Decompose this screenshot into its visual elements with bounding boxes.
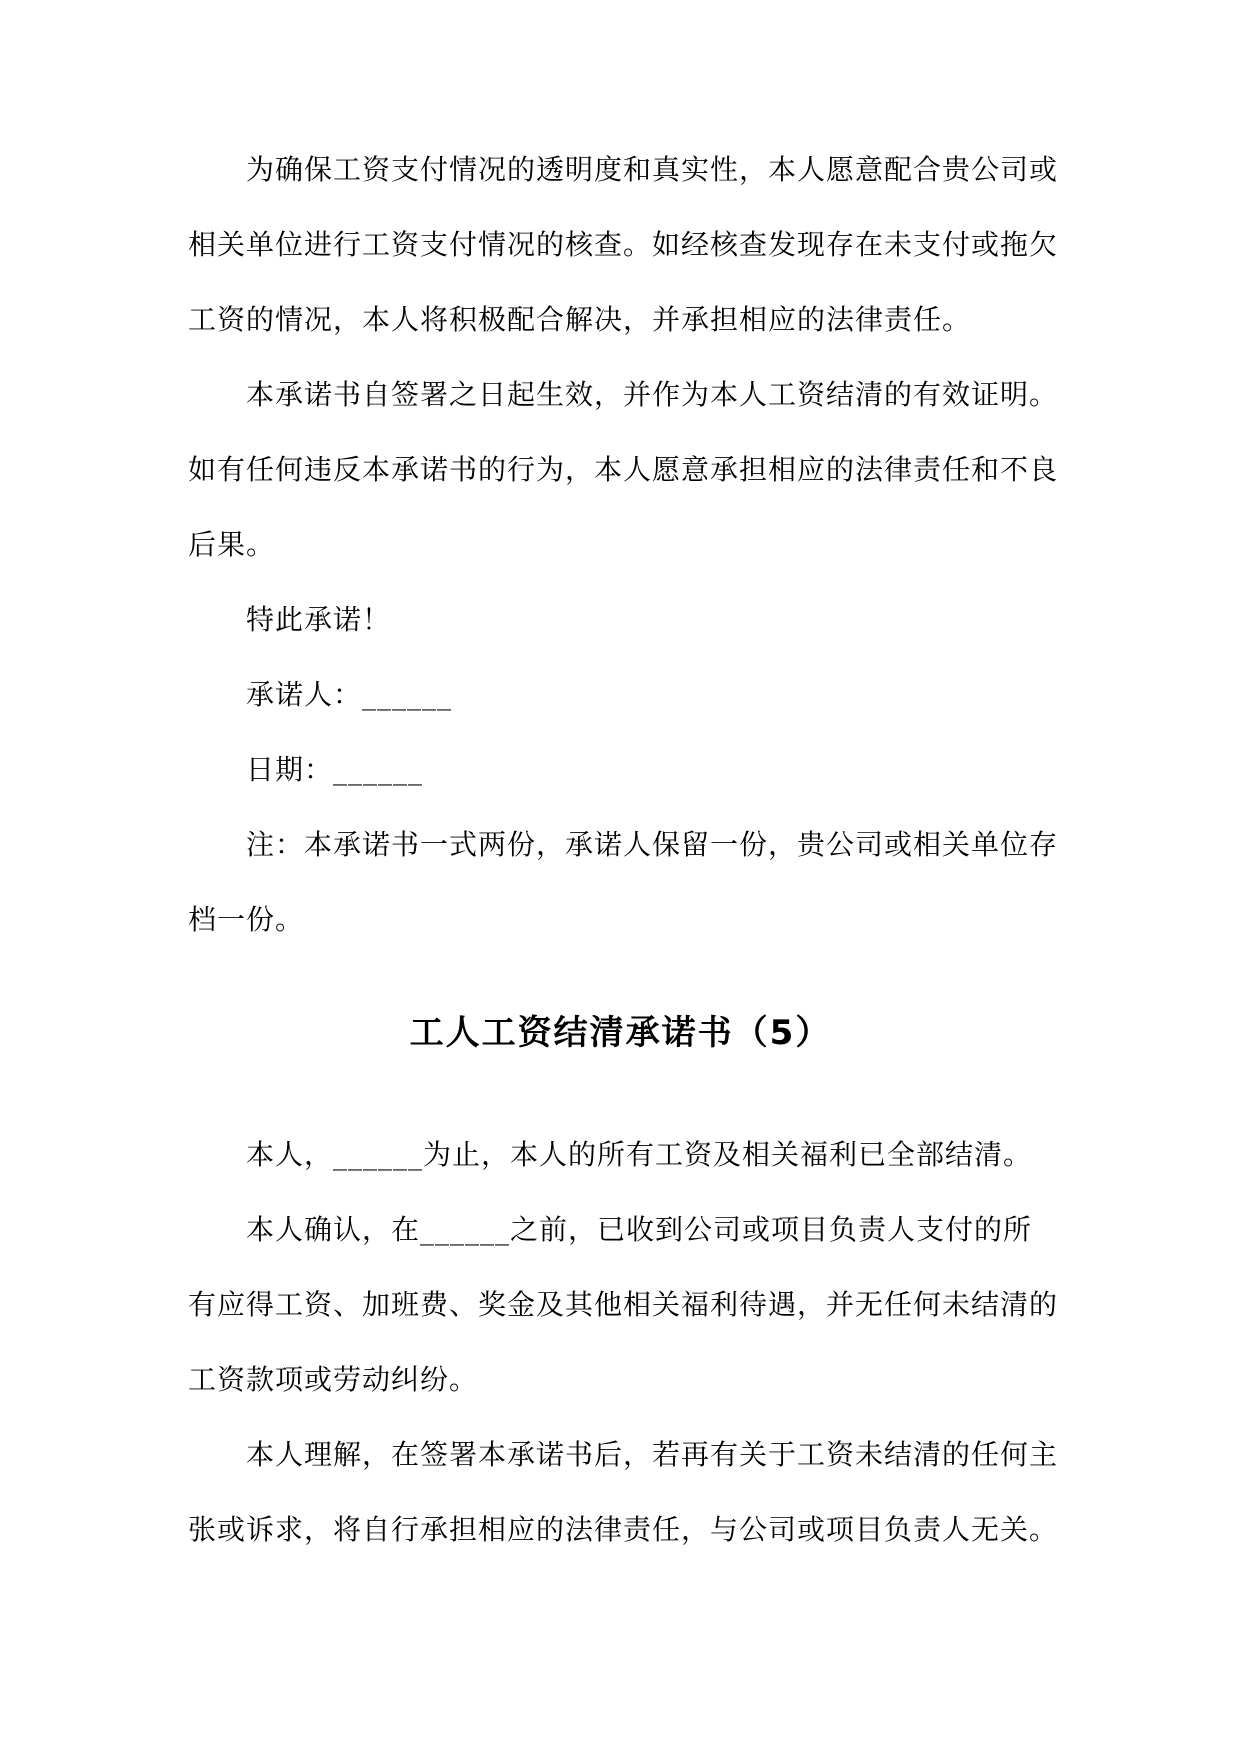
paragraph-line: 相关单位进行工资支付情况的核查。如经核查发现存在未支付或拖欠 (188, 228, 1059, 261)
paragraph-line: 本承诺书自签署之日起生效，并作为本人工资结清的有效证明。 (246, 378, 1059, 411)
closing-text: 特此承诺！ (246, 603, 392, 636)
paragraph-line: 张或诉求，将自行承担相应的法律责任，与公司或项目负责人无关。 (188, 1513, 1059, 1546)
paragraph-line: 本人确认，在______之前，已收到公司或项目负责人支付的所 (246, 1213, 1033, 1246)
note-line: 档一份。 (188, 903, 305, 936)
section-title: 工人工资结清承诺书（5） (409, 1013, 832, 1053)
note-line: 注：本承诺书一式两份，承诺人保留一份，贵公司或相关单位存 (246, 828, 1059, 861)
paragraph-line: 如有任何违反本承诺书的行为，本人愿意承担相应的法律责任和不良 (188, 453, 1059, 486)
paragraph-line: 为确保工资支付情况的透明度和真实性，本人愿意配合贵公司或 (246, 153, 1059, 186)
promisor-signature-line: 承诺人：______ (246, 678, 453, 711)
paragraph-line: 有应得工资、加班费、奖金及其他相关福利待遇，并无任何未结清的 (188, 1288, 1059, 1321)
paragraph-line: 后果。 (188, 528, 276, 561)
paragraph-line: 本人理解，在签署本承诺书后，若再有关于工资未结清的任何主 (246, 1438, 1059, 1471)
paragraph-line: 本人，______为止，本人的所有工资及相关福利已全部结清。 (246, 1138, 1033, 1171)
date-line: 日期：______ (246, 753, 424, 786)
paragraph-line: 工资的情况，本人将积极配合解决，并承担相应的法律责任。 (188, 303, 972, 336)
paragraph-line: 工资款项或劳动纠纷。 (188, 1363, 479, 1396)
